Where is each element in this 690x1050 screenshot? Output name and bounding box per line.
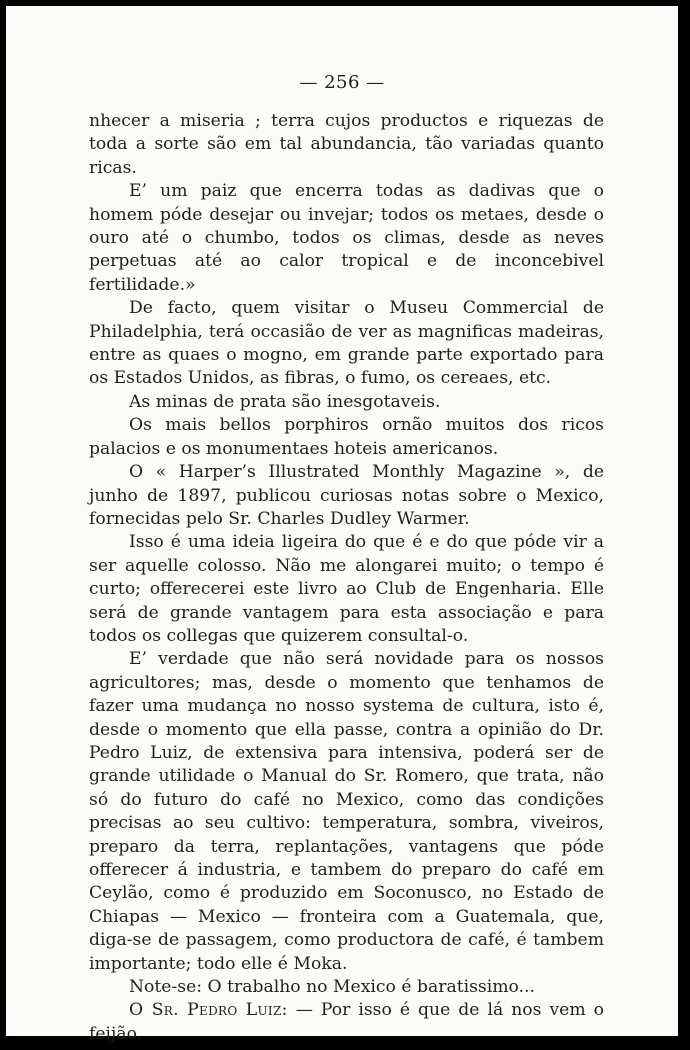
interjection-text: — Por isso é que de lá nos vem o feijão. <box>89 1000 604 1044</box>
paragraph: nhecer a miseria ; terra cujos productos e riquezas de toda a sorte são em tal abundancia, tão variadas quanto ricas. <box>89 111 604 178</box>
book-page <box>6 6 678 1044</box>
page-number: — 256 — <box>299 72 385 93</box>
interjection-paragraph <box>89 999 604 1046</box>
paragraph: Os mais bellos porphiros ornão muitos dos ricos palacios e os monumentaes hoteis americanos. <box>89 415 604 459</box>
body-text <box>89 110 604 1046</box>
paragraph: As minas de prata são inesgotaveis. <box>129 391 441 412</box>
speaker-name: O Sr. Pedro Luiz: <box>129 1000 288 1021</box>
paragraph: O « Harper’s Illustrated Monthly Magazine », de junho de 1897, publicou curiosas notas sobre o Mexico, fornecidas pelo Sr. Charles Dudley Warmer. <box>89 462 604 529</box>
paragraph: Note-se: O trabalho no Mexico é baratissimo... <box>129 977 535 998</box>
paragraph: De facto, quem visitar o Museu Commercial de Philadelphia, terá occasião de ver as magnificas madeiras, entre as quaes o mogno, em grande parte exportado para os Estados Unidos, as fibras, o fumo, os cereaes, etc. <box>89 298 604 389</box>
paragraph: E’ um paiz que encerra todas as dadivas que o homem póde desejar ou invejar; todos os metaes, desde o ouro até o chumbo, todos os climas, desde as neves perpetuas até ao calor tropical e de inconcebivel fertilidade.» <box>89 181 604 295</box>
paragraph: Isso é uma ideia ligeira do que é e do que póde vir a ser aquelle colosso. Não me alongarei muito; o tempo é curto; offerecerei este livro ao Club de Engenharia. Elle será de grande vantagem para esta associação e para todos os collegas que quizerem consultal-o. <box>89 532 604 646</box>
paragraph: E’ verdade que não será novidade para os nossos agricultores; mas, desde o momento que tenhamos de fazer uma mudança no nosso systema de cultura, isto é, desde o momento que ella passe, contra a opinião do Dr. Pedro Luiz, de extensiva para intensiva, poderá ser de grande utilidade o Manual do Sr. Romero, que trata, não só do futuro do café no Mexico, como das condições precisas ao seu cultivo: temperatura, sombra, viveiros, preparo da terra, replantações, vantagens que póde offerecer á industria, e tambem do preparo do café em Ceylão, como é produzido em Soconusco, no Estado de Chiapas — Mexico — fronteira com a Guatemala, que, diga-se de passagem, como productora de café, é tambem importante; todo elle é Moka. <box>89 649 604 974</box>
